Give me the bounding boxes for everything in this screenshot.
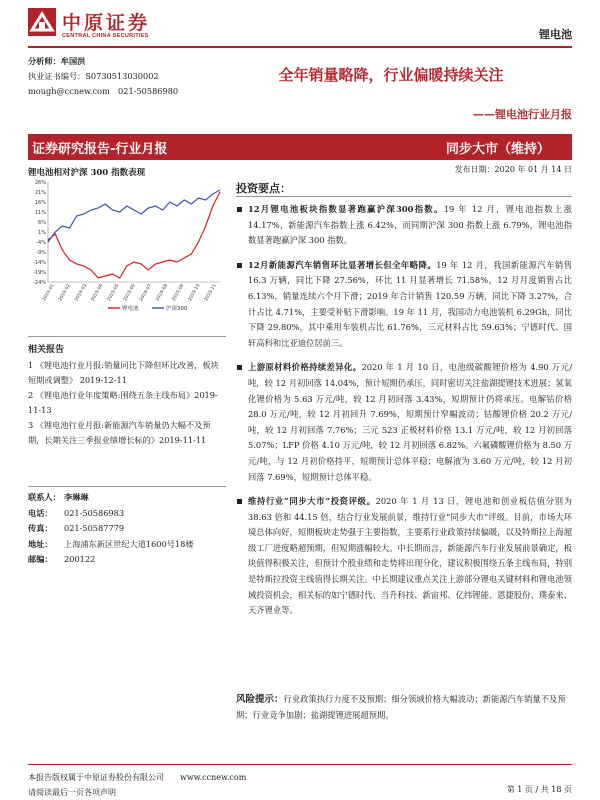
x-tick-label: 2019-08 (155, 283, 170, 303)
x-tick-label: 2019-04 (90, 283, 105, 303)
address-label: 地址： (28, 538, 53, 549)
y-tick-label: -24% (33, 280, 46, 286)
industry-label: 锂电池 (539, 28, 572, 41)
report-subtitle: ——锂电池行业月报 (473, 108, 572, 121)
investment-point (236, 360, 572, 485)
copyright: 本报告版权属于中原证券股份有限公司 www.ccnew.com (28, 773, 247, 782)
analyst-name: 牟国洪 (60, 56, 86, 66)
phone-label: 电话： (28, 507, 53, 518)
point-key: 维持行业“同步大市”投资评级。 (248, 496, 376, 507)
y-tick-label: 6% (38, 220, 46, 226)
logo-text-en: CENTRAL CHINA SECURITIES (62, 33, 149, 39)
logo-mark-icon (28, 8, 56, 36)
x-tick-label: 2019-10 (187, 283, 202, 303)
fax-label: 传真： (28, 523, 53, 533)
x-tick-label: 2019-11 (203, 283, 218, 303)
y-tick-label: -14% (33, 260, 46, 266)
risk-text: 行业政策执行力度不及预期；细分领域价格大幅波动；新能源汽车销量不及预期；行业竞争加剧；盐湖提锂进展超预期。 (236, 694, 566, 720)
analyst-label: 分析师： (28, 56, 61, 66)
related-report-item[interactable]: 1 《锂电池行业月报:销量同比下降但环比改善，板块短期或调整》 2019-12-11 (28, 360, 219, 385)
risk-label: 风险提示： (236, 694, 284, 705)
disclaimer-note: 请阅读最后一页各项声明 (28, 788, 116, 797)
point-key: 上游原材料价格持续差异化。 (248, 362, 362, 373)
contact-person: 李琳琳 (64, 492, 89, 502)
zip: 200122 (64, 554, 96, 564)
investment-point (236, 494, 572, 619)
x-tick-label: 2019-05 (106, 283, 121, 303)
risk-warning (236, 692, 572, 723)
related-report-item[interactable]: 2 《锂电池行业年度策略:围绕五条主线布局》2019-11-13 (28, 390, 218, 415)
x-tick-label: 2019-09 (171, 283, 186, 303)
y-tick-label: 1% (38, 230, 46, 236)
analyst-cert: 执业证书编号：S0730513030002 (28, 71, 159, 81)
point-text: 2020 年 1 月 13 日，锂电池和创业板估值分别为 38.63 倍和 44.15 倍，结合行业发展前景，维持行业“同步大市”评级。目前，市场大环境总体向好，短期板块走势强于主要指数，主要系行业政策持续偏暖，以及特斯拉上海超级工厂进度略超预期，但短期涨幅较大。中长期而言，新能源汽车行业发展前景确定，板块值得积极关注，但预计个股业绩和走势将出现分化，建议积极围绕五条主线布局，特别是特斯拉投资主线值得长期关注。中长期建议重点关注上游部分锂电关键材料和锂电池领域投资机会，相关标的如宁德时代、当升科技、新宙邦、亿纬锂能、恩捷股份、璞泰来、天齐锂业等。 (248, 496, 573, 616)
investment-heading: 投资要点： (236, 182, 291, 195)
y-tick-label: -4% (36, 240, 46, 246)
x-tick-label: 2019-06 (122, 283, 137, 303)
contact-person-label: 联系人： (28, 492, 61, 502)
report-type: 证券研究报告-行业月报 (32, 142, 168, 157)
related-reports-list (28, 358, 226, 448)
rating: 同步大市（维持） (445, 142, 550, 157)
footer-divider (28, 764, 572, 765)
related-report-item[interactable]: 3 《锂电池行业月报:新能源汽车销量仍大幅不及预期，长期关注三季报业绩增长标的》2019-11-11 (28, 420, 211, 445)
series-line (48, 190, 220, 242)
x-tick-label: 2019-03 (74, 283, 89, 303)
legend-label: 沪深300 (166, 306, 188, 312)
logo-text-cn: 中原证券 (62, 12, 151, 34)
contact-block (28, 490, 226, 568)
publish-date: 发布日期：2020 年 01 月 14 日 (454, 165, 572, 174)
investment-points (236, 202, 572, 628)
report-type-band (28, 134, 572, 160)
x-tick-label: 2019-07 (139, 283, 153, 303)
y-tick-label: 11% (34, 210, 46, 216)
related-reports-heading: 相关报告 (28, 345, 65, 355)
company-logo (28, 8, 188, 44)
investment-point (236, 258, 572, 352)
point-key: 12月锂电池板块指数显著跑赢沪深300指数。 (248, 204, 444, 214)
point-text: 2020 年 1 月 10 日，电池级碳酸锂价格为 4.90 万元/吨，较 12 月初回落 14.04%，预计短期仍承压，同时密切关注盐湖提锂技术进展；氢氧化锂价格为 5.63 万元/吨，较 12 月初回落 3.43%，短期预计仍将承压。电解钴价格 28.0 万元/吨，较 12 月初回升 7.69%，短期预计窄幅波动；钴酸锂价格 20.2 万元/吨，较 12 月初回落 7.76%；三元 523 正极材料价格 13.1 万元/吨，较 12 月初回落 5.07%；LFP 价格 4.10 万元/吨，较 12 月初回落 6.82%。六氟磷酸锂价格为 8.50 万元/吨，与 12 月初价格持平，短期预计总体平稳；电解液为 3.60 万元/吨，较 12 月初回落 7.69%，短期预计总体平稳。 (248, 362, 572, 482)
y-tick-label: 16% (34, 200, 46, 206)
investment-point (236, 202, 572, 249)
point-text: 19 年 12 月，锂电池指数上涨 14.17%，新能源汽车指数上涨 6.42%，而同期沪深 300 指数上涨 6.79%，锂电池指数显著跑赢沪深 300 指数。 (248, 204, 572, 246)
point-text: 19 年 12 月，我国新能源汽车销售 16.3 万辆，同比下降 27.56%，环比 11 月显著增长 71.58%，12 月月度销售占比 6.13%，销量连续六个月下滑；2019 年合计销售 120.59 万辆，同比下降 3.27%，合计占比 4.71%，主要受补贴下滑影响。19 年 11 月，我国动力电池装机 6.29Gh，同比下降 29.80%，其中乘用车装机占比 61.76%，三元材料占比 59.63%；宁德时代、国轩高科和比亚迪位居前三。 (248, 259, 572, 348)
address: 上海浦东新区世纪大道1600号18楼 (64, 538, 194, 549)
zip-label: 邮编： (28, 554, 53, 564)
legend-label: 锂电池 (122, 306, 139, 312)
report-title: 全年销量略降，行业偏暖持续关注 (278, 66, 504, 84)
left-divider (28, 336, 226, 337)
performance-chart (28, 178, 226, 318)
analyst-contact: mough@ccnew.com 021-50586980 (28, 86, 179, 96)
point-key: 12月新能源汽车销售环比显著增长但全年略降。 (248, 259, 437, 270)
header-divider (28, 46, 572, 48)
contact-divider (28, 486, 226, 487)
y-tick-label: -9% (36, 250, 46, 256)
y-tick-label: 26% (34, 180, 46, 186)
analyst-info (28, 54, 208, 99)
footer (28, 770, 246, 800)
investment-divider (236, 196, 572, 197)
page-number: 第 1 页 / 共 18 页 (506, 785, 572, 794)
chart-title: 锂电池相对沪深 300 指数表现 (28, 168, 146, 178)
y-tick-label: -19% (33, 270, 46, 276)
fax: 021-50587779 (64, 523, 125, 533)
x-tick-label: 2019-02 (58, 283, 72, 303)
y-tick-label: 21% (34, 190, 46, 196)
x-tick-label: 2019-01 (41, 283, 56, 303)
phone: 021-50586983 (64, 507, 125, 518)
series-line (48, 192, 220, 278)
